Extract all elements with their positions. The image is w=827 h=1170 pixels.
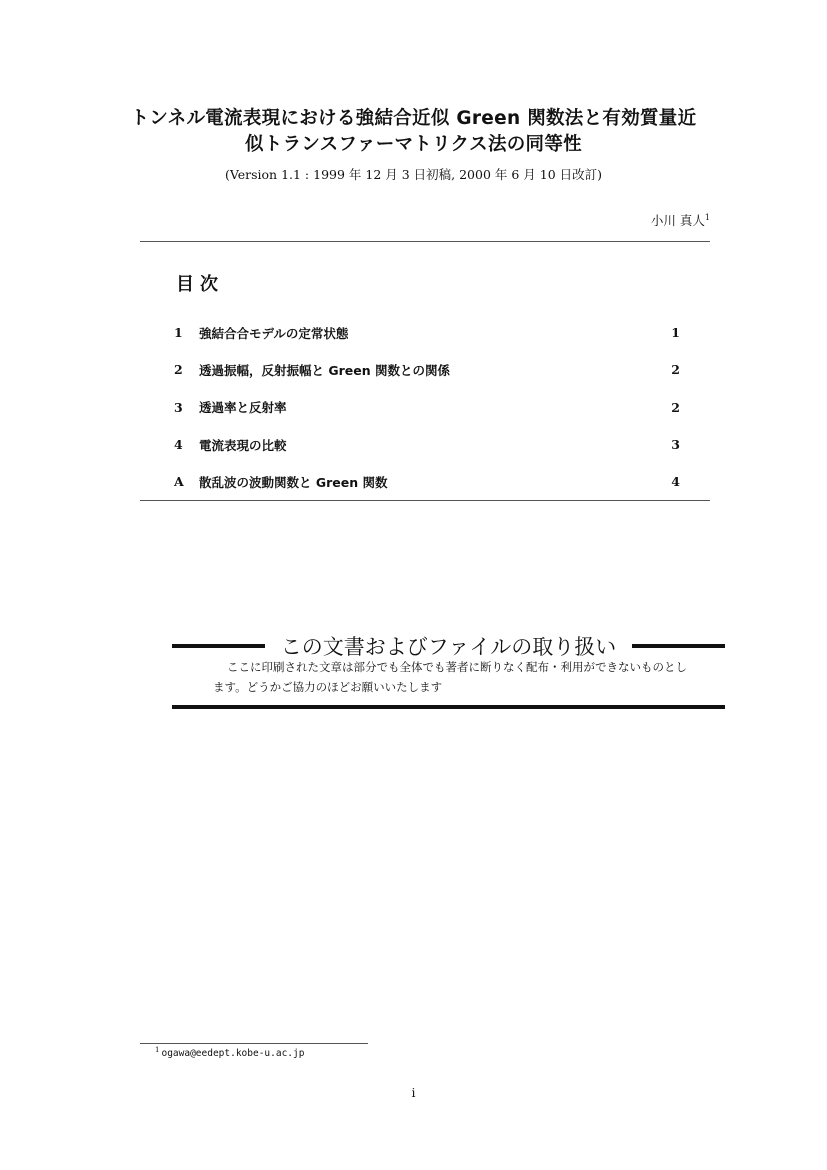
toc-entry-title[interactable]: 透過率と反射率 <box>199 400 287 416</box>
author-footnote-mark: 1 <box>704 212 710 222</box>
toc-entry-title[interactable]: 強結合合モデルの定常状態 <box>199 325 349 341</box>
toc-entry-number: 2 <box>174 362 183 378</box>
notice-bottom-rule <box>172 705 725 709</box>
notice-header-bar-right <box>632 644 725 648</box>
toc-entry[interactable] <box>174 351 680 388</box>
toc-entry-title[interactable]: 電流表現の比較 <box>199 437 287 453</box>
author-name: 小川 真人 <box>650 213 705 228</box>
footnote <box>155 1046 304 1059</box>
toc-entry[interactable] <box>174 426 680 463</box>
toc-top-rule <box>140 241 710 242</box>
version-info: (Version 1.1 : 1999 年 12 月 3 日初稿, 2000 年 6 月 10 日改訂) <box>224 167 603 182</box>
toc-entry-title[interactable]: 散乱波の波動関数と Green 関数 <box>199 474 388 490</box>
notice-title: この文書およびファイルの取り扱い <box>280 635 617 659</box>
toc-entry-title[interactable]: 透過振幅，反射振幅と Green 関数との関係 <box>199 362 450 378</box>
toc-entry-number: 3 <box>174 399 183 415</box>
document-title <box>80 106 747 158</box>
toc-entry-page: 4 <box>671 474 680 490</box>
toc-entry[interactable] <box>174 314 680 351</box>
toc-entry-page: 2 <box>671 399 680 415</box>
toc-entry-page: 3 <box>671 437 680 453</box>
toc-entry-number: 4 <box>174 437 183 453</box>
title-line-1: トンネル電流表現における強結合近似 Green 関数法と有効質量近 <box>130 108 697 129</box>
toc-heading: 目次 <box>176 274 224 295</box>
footnote-mark: 1 <box>155 1046 160 1054</box>
toc-entry-page: 2 <box>671 362 680 378</box>
page-number: i <box>411 1085 416 1100</box>
toc-bottom-rule <box>140 500 710 501</box>
toc-entry[interactable] <box>174 463 680 500</box>
notice-header-bar-left <box>172 644 265 648</box>
notice-body: ここに印刷された文章は部分でも全体でも著者に断りなく配布・利用ができないものとします。どうかご協力のほどお願いいたします <box>213 660 687 694</box>
toc-entry-number: A <box>174 474 184 490</box>
toc-entry-page: 1 <box>671 325 680 341</box>
toc-entry[interactable] <box>174 389 680 426</box>
author <box>651 211 710 229</box>
toc-entry-number: 1 <box>174 325 183 341</box>
title-line-2: 似トランスファーマトリクス法の同等性 <box>245 134 582 155</box>
footnote-rule <box>140 1043 368 1044</box>
footnote-email[interactable]: ogawa@eedept.kobe-u.ac.jp <box>161 1048 305 1060</box>
table-of-contents <box>174 314 680 500</box>
